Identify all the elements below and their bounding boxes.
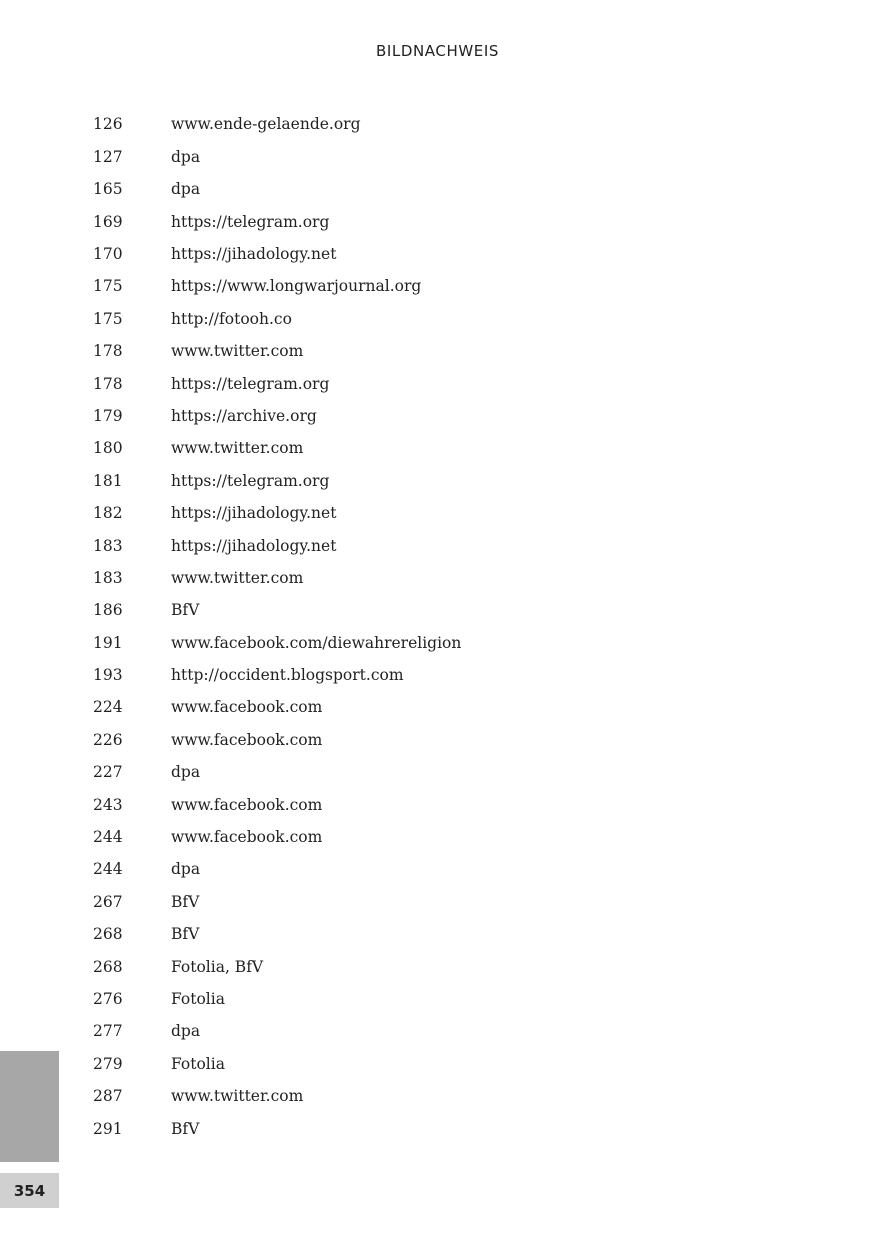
credit-source: dpa <box>171 1022 201 1041</box>
credit-source: http://occident.blogsport.com <box>171 666 404 685</box>
credit-page-number: 267 <box>93 892 123 911</box>
credit-row <box>93 271 693 303</box>
credit-source: BfV <box>171 925 200 944</box>
credit-page-number: 287 <box>93 1087 123 1106</box>
credit-page-number: 181 <box>93 471 123 490</box>
credit-source: www.facebook.com <box>171 698 323 717</box>
credit-source: www.twitter.com <box>171 1087 304 1106</box>
credit-page-number: 183 <box>93 536 123 555</box>
credit-source: https://archive.org <box>171 406 317 425</box>
credit-row <box>93 401 693 433</box>
credit-page-number: 180 <box>93 439 123 458</box>
credit-page-number: 224 <box>93 698 123 717</box>
credit-source: www.ende-gelaende.org <box>171 115 361 134</box>
side-tab-marker <box>0 1051 59 1162</box>
credit-page-number: 268 <box>93 925 123 944</box>
credit-page-number: 186 <box>93 601 123 620</box>
credit-row <box>93 757 693 789</box>
credit-page-number: 175 <box>93 309 123 328</box>
credit-row <box>93 627 693 659</box>
credit-row <box>93 239 693 271</box>
credit-source: dpa <box>171 860 201 879</box>
credit-source: dpa <box>171 180 201 199</box>
credit-page-number: 175 <box>93 277 123 296</box>
credit-row <box>93 1016 693 1048</box>
credit-row <box>93 1113 693 1145</box>
credits-list <box>93 109 693 1146</box>
credit-page-number: 165 <box>93 180 123 199</box>
credit-row <box>93 498 693 530</box>
credit-source: www.twitter.com <box>171 342 304 361</box>
credit-source: www.facebook.com <box>171 828 323 847</box>
credit-source: www.facebook.com <box>171 795 323 814</box>
credit-page-number: 127 <box>93 147 123 166</box>
credit-row <box>93 303 693 335</box>
credit-row <box>93 919 693 951</box>
credit-row <box>93 109 693 141</box>
credit-row <box>93 336 693 368</box>
credit-row <box>93 1081 693 1113</box>
credit-row <box>93 433 693 465</box>
credit-row <box>93 660 693 692</box>
credit-row <box>93 465 693 497</box>
credit-source: BfV <box>171 601 200 620</box>
credit-row <box>93 886 693 918</box>
credit-page-number: 169 <box>93 212 123 231</box>
credit-source: https://jihadology.net <box>171 536 337 555</box>
credit-source: BfV <box>171 1119 200 1138</box>
credit-page-number: 178 <box>93 374 123 393</box>
credit-source: dpa <box>171 763 201 782</box>
credit-row <box>93 724 693 756</box>
credit-row <box>93 984 693 1016</box>
credit-page-number: 179 <box>93 406 123 425</box>
credit-row <box>93 141 693 173</box>
credit-source: www.facebook.com <box>171 730 323 749</box>
credit-row <box>93 692 693 724</box>
credit-source: https://telegram.org <box>171 374 330 393</box>
page-title: BILDNACHWEIS <box>375 42 500 60</box>
credit-row <box>93 530 693 562</box>
credit-page-number: 268 <box>93 957 123 976</box>
credit-source: www.twitter.com <box>171 439 304 458</box>
credit-page-number: 244 <box>93 860 123 879</box>
credit-source: https://jihadology.net <box>171 504 337 523</box>
credit-source: https://jihadology.net <box>171 245 337 263</box>
credit-page-number: 191 <box>93 633 123 652</box>
credit-source: BfV <box>171 892 200 911</box>
credit-source: http://fotooh.co <box>171 309 292 328</box>
credit-source: www.twitter.com <box>171 568 304 587</box>
credit-source: Fotolia <box>171 989 225 1008</box>
credit-source: Fotolia, BfV <box>171 957 264 976</box>
credit-row <box>93 854 693 886</box>
credit-row <box>93 174 693 206</box>
page-number: 354 <box>0 1173 59 1208</box>
credit-row <box>93 206 693 238</box>
credit-row <box>93 1048 693 1080</box>
credit-page-number: 170 <box>93 245 123 263</box>
credit-row <box>93 595 693 627</box>
credit-source: www.facebook.com/diewahrereligion <box>171 633 462 652</box>
credit-page-number: 243 <box>93 795 123 814</box>
credit-page-number: 226 <box>93 730 123 749</box>
credit-page-number: 227 <box>93 763 123 782</box>
credit-source: dpa <box>171 147 201 166</box>
credit-page-number: 244 <box>93 828 123 847</box>
credit-page-number: 276 <box>93 989 123 1008</box>
credit-page-number: 277 <box>93 1022 123 1041</box>
credit-row <box>93 562 693 594</box>
credit-page-number: 182 <box>93 504 123 523</box>
credit-source: https://telegram.org <box>171 212 330 231</box>
credit-page-number: 193 <box>93 666 123 685</box>
credit-source: https://telegram.org <box>171 471 330 490</box>
credit-page-number: 279 <box>93 1054 123 1073</box>
credit-row <box>93 951 693 983</box>
credit-row <box>93 822 693 854</box>
credit-source: Fotolia <box>171 1054 225 1073</box>
credit-page-number: 183 <box>93 568 123 587</box>
credit-page-number: 178 <box>93 342 123 361</box>
credit-row <box>93 368 693 400</box>
credit-page-number: 291 <box>93 1119 123 1138</box>
credit-source: https://www.longwarjournal.org <box>171 277 422 296</box>
credit-row <box>93 789 693 821</box>
credit-page-number: 126 <box>93 115 123 134</box>
